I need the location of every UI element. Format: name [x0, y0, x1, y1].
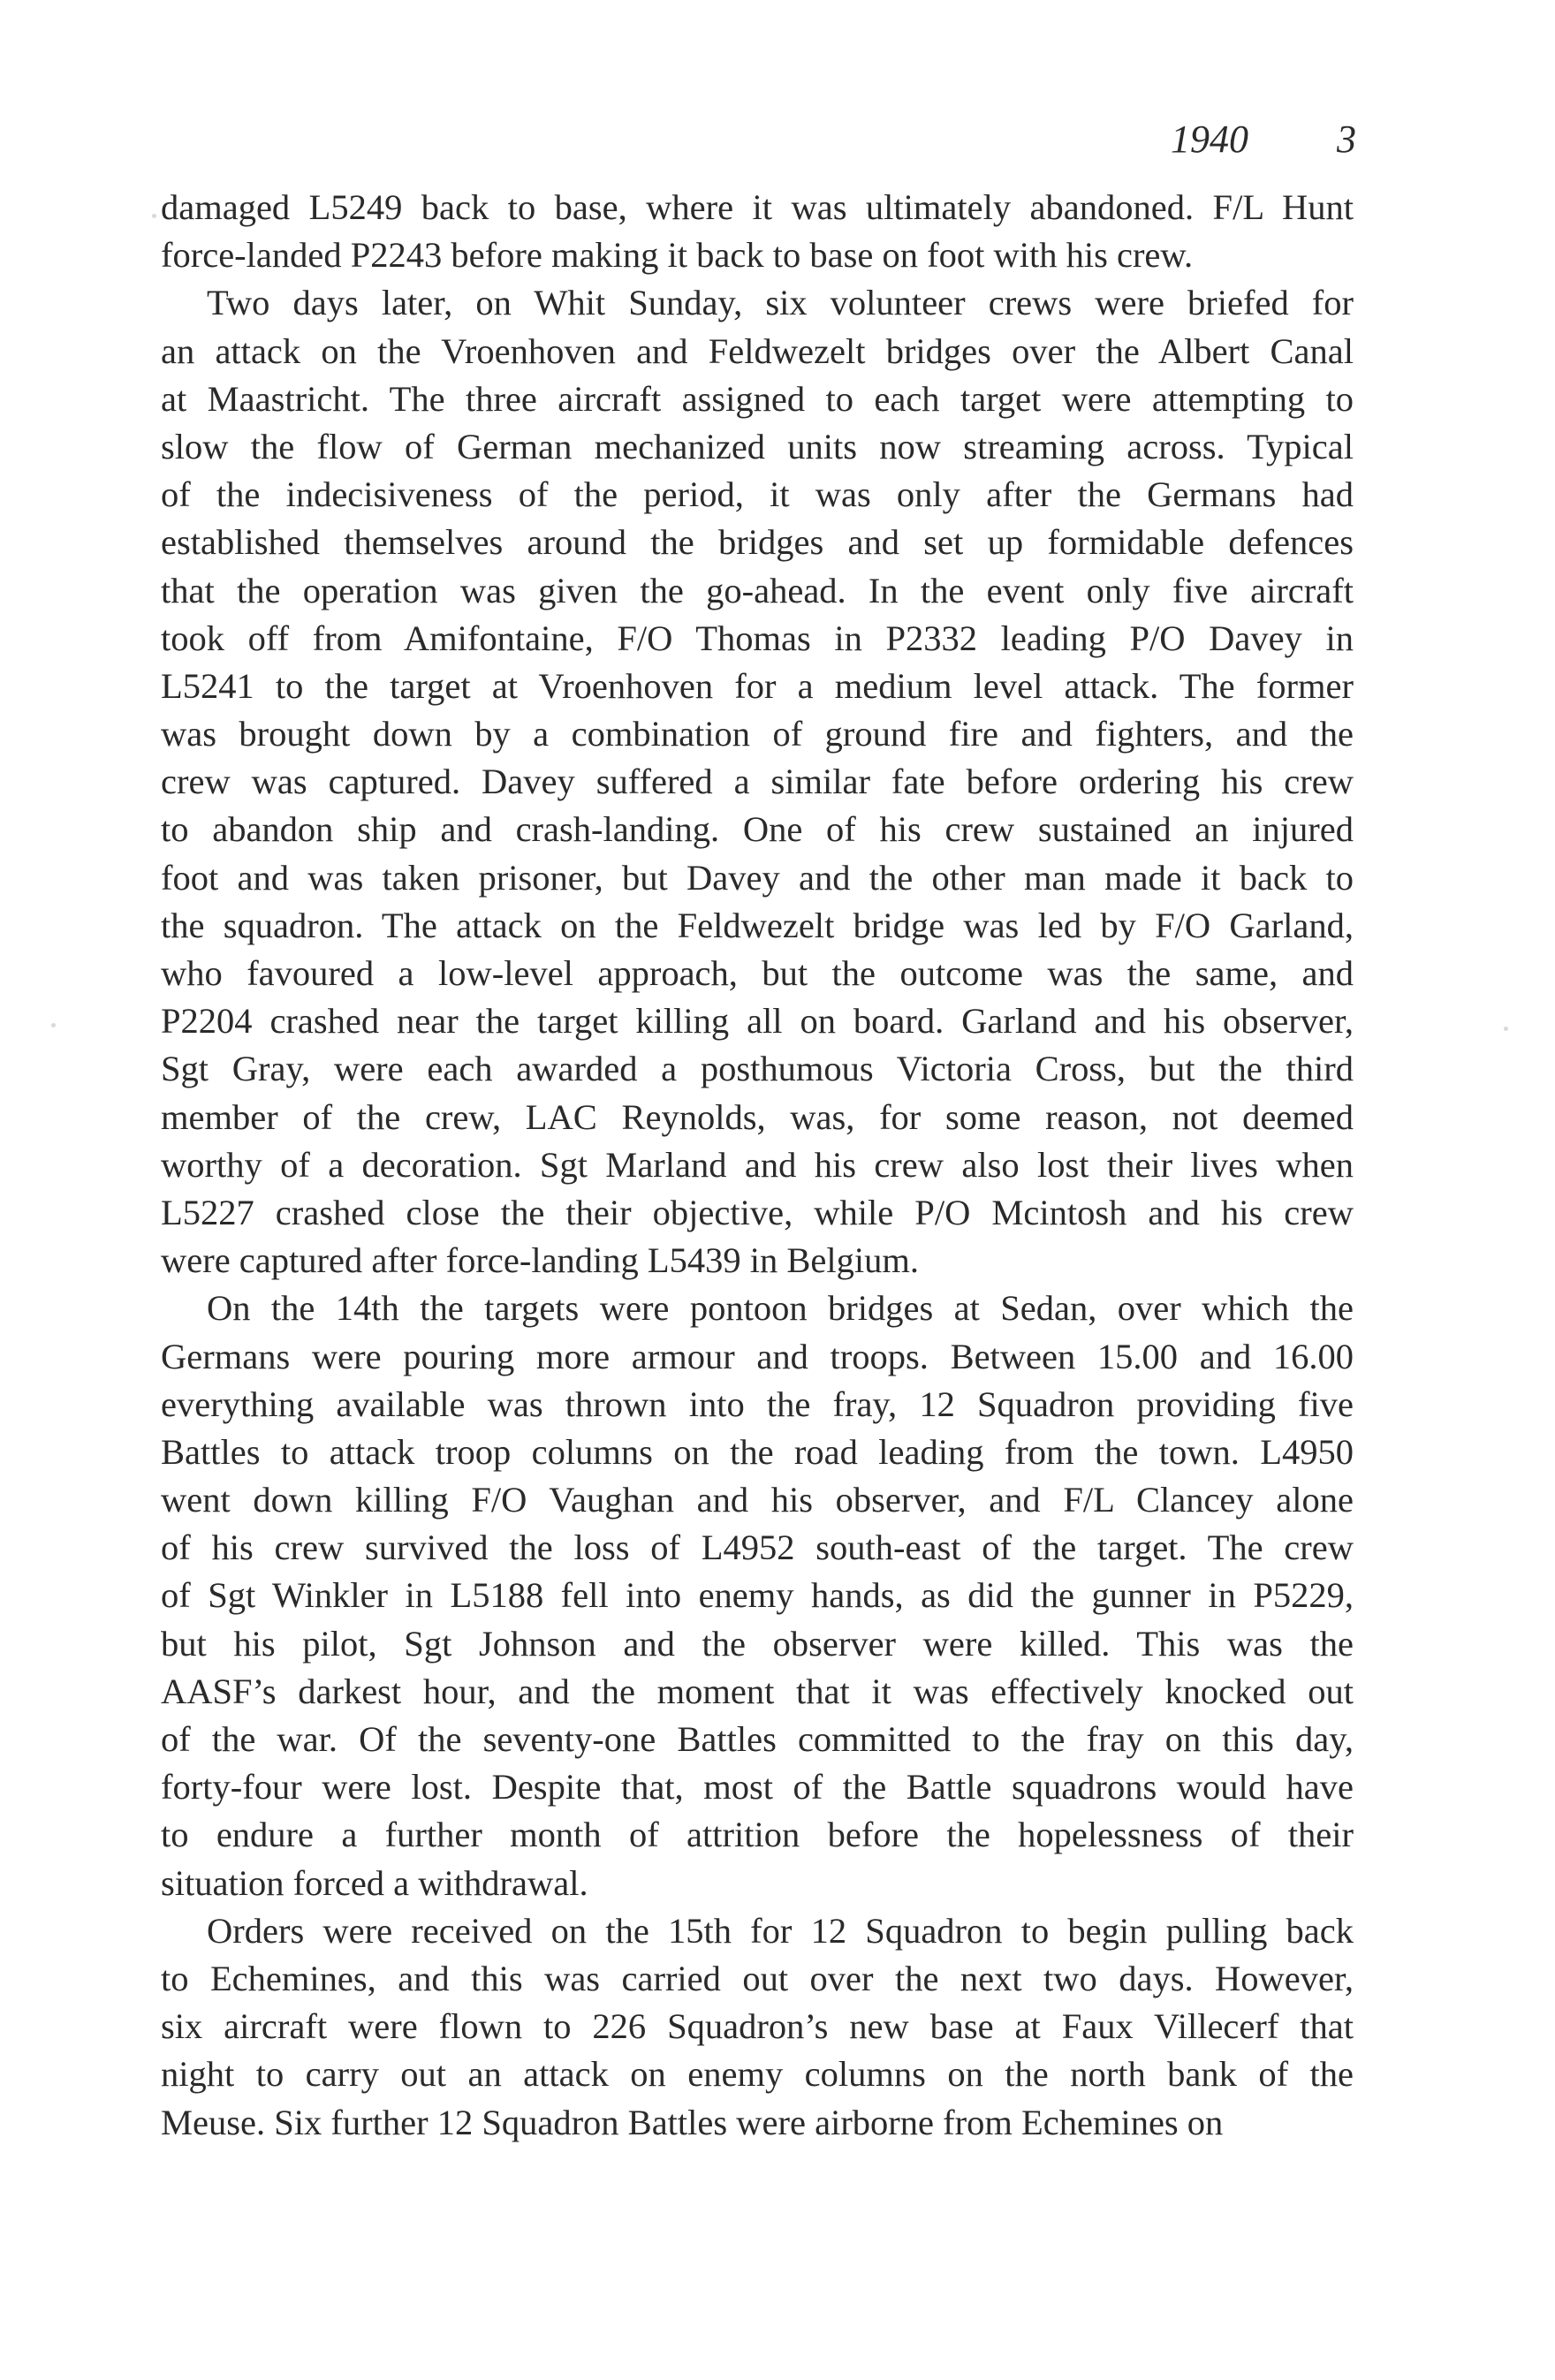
- text-line: that the operation was given the go-ahead. In the event only five aircraft: [161, 570, 1354, 610]
- text-line: situation forced a withdrawal.: [161, 1862, 588, 1903]
- text-line: but his pilot, Sgt Johnson and the observer were killed. This was the: [161, 1623, 1354, 1664]
- text-line: member of the crew, LAC Reynolds, was, for some reason, not deemed: [161, 1096, 1354, 1137]
- text-line: established themselves around the bridges and set up formidable defences: [161, 522, 1354, 563]
- text-line: crew was captured. Davey suffered a similar fate before ordering his crew: [161, 762, 1354, 802]
- text-line: night to carry out an attack on enemy columns on the north bank of the: [161, 2054, 1354, 2095]
- text-line: everything available was thrown into the fray, 12 Squadron providing five: [161, 1383, 1354, 1424]
- paragraph: [161, 1907, 1354, 2147]
- scan-speck: [152, 214, 156, 218]
- text-line: Battles to attack troop columns on the road leading from the town. L4950: [161, 1431, 1354, 1472]
- text-line: Orders were received on the 15th for 12 Squadron to begin pulling back: [207, 1910, 1354, 1951]
- text-line: an attack on the Vroenhoven and Feldwezelt bridges over the Albert Canal: [161, 330, 1354, 371]
- text-line: of the war. Of the seventy-one Battles committed to the fray on this day,: [161, 1719, 1354, 1759]
- text-line: the squadron. The attack on the Feldwezelt bridge was led by F/O Garland,: [161, 905, 1354, 945]
- text-line: was brought down by a combination of ground fire and fighters, and the: [161, 714, 1354, 754]
- text-line: AASF’s darkest hour, and the moment that it was effectively knocked out: [161, 1671, 1354, 1711]
- paragraph: [161, 184, 1354, 279]
- text-line: forty-four were lost. Despite that, most of the Battle squadrons would have: [161, 1767, 1354, 1808]
- text-line: Sgt Gray, were each awarded a posthumous Victoria Cross, but the third: [161, 1049, 1354, 1089]
- text-line: On the 14th the targets were pontoon bridges at Sedan, over which the: [207, 1288, 1354, 1329]
- text-line: damaged L5249 back to base, where it was ultimately abandoned. F/L Hunt: [161, 187, 1354, 227]
- text-line: at Maastricht. The three aircraft assigned to each target were attempting to: [161, 378, 1354, 419]
- text-line: six aircraft were flown to 226 Squadron’s new base at Faux Villecerf that: [161, 2006, 1354, 2047]
- text-line: worthy of a decoration. Sgt Marland and his crew also lost their lives when: [161, 1144, 1354, 1185]
- scan-speck: [1504, 1027, 1508, 1031]
- text-line: were captured after force-landing L5439 in Belgium.: [161, 1240, 920, 1281]
- text-line: Germans were pouring more armour and troops. Between 15.00 and 16.00: [161, 1336, 1354, 1376]
- text-line: P2204 crashed near the target killing all on board. Garland and his observer,: [161, 1001, 1354, 1042]
- text-line: to abandon ship and crash-landing. One of his crew sustained an injured: [161, 809, 1354, 850]
- text-line: L5227 crashed close the their objective, while P/O Mcintosh and his crew: [161, 1192, 1354, 1232]
- paragraph: [161, 279, 1354, 1285]
- text-line: of Sgt Winkler in L5188 fell into enemy hands, as did the gunner in P5229,: [161, 1575, 1354, 1616]
- text-line: of the indecisiveness of the period, it was only after the Germans had: [161, 474, 1354, 515]
- text-line: Two days later, on Whit Sunday, six volunteer crews were briefed for: [207, 283, 1354, 323]
- text-line: who favoured a low-level approach, but the outcome was the same, and: [161, 953, 1354, 993]
- body-text: [161, 184, 1354, 2147]
- text-line: went down killing F/O Vaughan and his observer, and F/L Clancey alone: [161, 1480, 1354, 1520]
- running-head-year: 1940: [1171, 117, 1248, 161]
- text-line: to endure a further month of attrition before the hopelessness of their: [161, 1815, 1354, 1855]
- text-line: to Echemines, and this was carried out over the next two days. However,: [161, 1958, 1354, 1998]
- text-line: foot and was taken prisoner, but Davey and the other man made it back to: [161, 857, 1354, 898]
- text-line: L5241 to the target at Vroenhoven for a medium level attack. The former: [161, 665, 1354, 706]
- text-line: Meuse. Six further 12 Squadron Battles were airborne from Echemines on: [161, 2102, 1224, 2142]
- scan-speck: [51, 1023, 56, 1027]
- text-line: of his crew survived the loss of L4952 south-east of the target. The crew: [161, 1527, 1354, 1568]
- running-head: [1149, 113, 1361, 166]
- text-line: took off from Amifontaine, F/O Thomas in P2332 leading P/O Davey in: [161, 618, 1354, 658]
- text-line: slow the flow of German mechanized units now streaming across. Typical: [161, 426, 1354, 466]
- text-line: force-landed P2243 before making it back to base on foot with his crew.: [161, 235, 1194, 276]
- paragraph: [161, 1285, 1354, 1906]
- page-number: 3: [1337, 117, 1356, 161]
